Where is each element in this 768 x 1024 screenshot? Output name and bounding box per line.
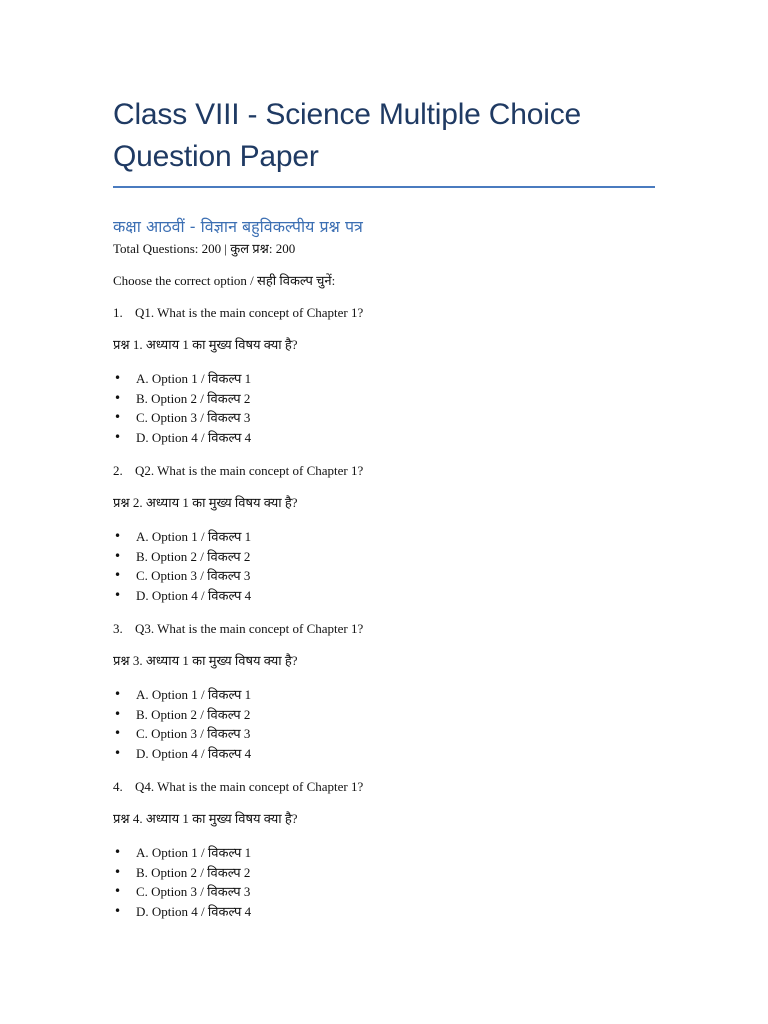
option-item: [113, 408, 655, 428]
option-label: A. Option 1 / विकल्प 1: [136, 845, 252, 860]
option-label: B. Option 2 / विकल्प 2: [136, 864, 251, 880]
option-item: [113, 863, 655, 883]
bullet-icon: •: [114, 371, 122, 385]
total-questions-line: Total Questions: 200 | कुल प्रश्न: 200: [113, 241, 296, 256]
option-label: C. Option 3 / विकल्प 3: [136, 568, 251, 583]
options-list: [113, 685, 655, 763]
question-english: [113, 621, 655, 637]
option-label: B. Option 2 / विकल्प 2: [136, 706, 251, 722]
bullet-icon: •: [114, 726, 122, 740]
option-item: [113, 705, 655, 725]
title-divider: [113, 186, 655, 188]
question-hindi: प्रश्न 3. अध्याय 1 का मुख्य विषय क्या है?: [113, 653, 298, 668]
option-item: [113, 843, 655, 863]
option-item: [113, 566, 655, 586]
question-number: 2.: [113, 463, 123, 478]
instruction-line: Choose the correct option / सही विकल्प चुनें:: [113, 273, 336, 288]
options-list: [113, 843, 655, 921]
option-label: D. Option 4 / विकल्प 4: [136, 745, 252, 761]
option-label: D. Option 4 / विकल्प 4: [136, 903, 252, 919]
option-label: C. Option 3 / विकल्प 3: [136, 884, 251, 899]
bullet-icon: •: [114, 687, 122, 701]
bullet-icon: •: [114, 429, 122, 444]
bullet-icon: •: [114, 903, 122, 918]
question-hindi: प्रश्न 1. अध्याय 1 का मुख्य विषय क्या है?: [113, 337, 298, 352]
option-item: [113, 586, 655, 606]
question-text: Q2. What is the main concept of Chapter 1?: [135, 463, 364, 478]
question-text: Q1. What is the main concept of Chapter 1?: [135, 305, 364, 320]
option-item: [113, 744, 655, 764]
question-block: [113, 621, 655, 763]
option-item: [113, 547, 655, 567]
option-item: [113, 428, 655, 448]
bullet-icon: •: [114, 587, 122, 602]
option-item: [113, 902, 655, 922]
option-item: [113, 389, 655, 409]
bullet-icon: •: [114, 568, 122, 582]
hindi-subtitle: कक्षा आठवीं - विज्ञान बहुविकल्पीय प्रश्न पत्र: [113, 217, 363, 236]
question-hindi: प्रश्न 4. अध्याय 1 का मुख्य विषय क्या है?: [113, 811, 298, 826]
bullet-icon: •: [114, 410, 122, 424]
question-block: [113, 779, 655, 921]
option-label: B. Option 2 / विकल्प 2: [136, 390, 251, 406]
option-item: [113, 685, 655, 705]
option-item: [113, 724, 655, 744]
options-list: [113, 369, 655, 447]
option-label: C. Option 3 / विकल्प 3: [136, 410, 251, 425]
option-label: A. Option 1 / विकल्प 1: [136, 687, 252, 702]
option-label: B. Option 2 / विकल्प 2: [136, 548, 251, 564]
option-item: [113, 369, 655, 389]
question-block: [113, 463, 655, 605]
question-english: [113, 463, 655, 479]
document-title: Class VIII - Science Multiple Choice Question Paper: [113, 98, 581, 173]
bullet-icon: •: [114, 845, 122, 859]
option-label: C. Option 3 / विकल्प 3: [136, 726, 251, 741]
option-item: [113, 527, 655, 547]
question-number: 3.: [113, 621, 123, 636]
bullet-icon: •: [114, 864, 122, 879]
question-number: 4.: [113, 779, 123, 794]
bullet-icon: •: [114, 745, 122, 760]
bullet-icon: •: [114, 529, 122, 543]
bullet-icon: •: [114, 884, 122, 898]
question-number: 1.: [113, 305, 123, 320]
question-text: Q4. What is the main concept of Chapter 1?: [135, 779, 364, 794]
question-text: Q3. What is the main concept of Chapter 1?: [135, 621, 364, 636]
document-page: [113, 94, 655, 921]
question-hindi: प्रश्न 2. अध्याय 1 का मुख्य विषय क्या है?: [113, 495, 298, 510]
option-label: A. Option 1 / विकल्प 1: [136, 529, 252, 544]
bullet-icon: •: [114, 390, 122, 405]
option-item: [113, 882, 655, 902]
question-block: [113, 305, 655, 447]
option-label: D. Option 4 / विकल्प 4: [136, 429, 252, 445]
options-list: [113, 527, 655, 605]
question-english: [113, 779, 655, 795]
option-label: A. Option 1 / विकल्प 1: [136, 371, 252, 386]
question-english: [113, 305, 655, 321]
bullet-icon: •: [114, 706, 122, 721]
option-label: D. Option 4 / विकल्प 4: [136, 587, 252, 603]
bullet-icon: •: [114, 548, 122, 563]
